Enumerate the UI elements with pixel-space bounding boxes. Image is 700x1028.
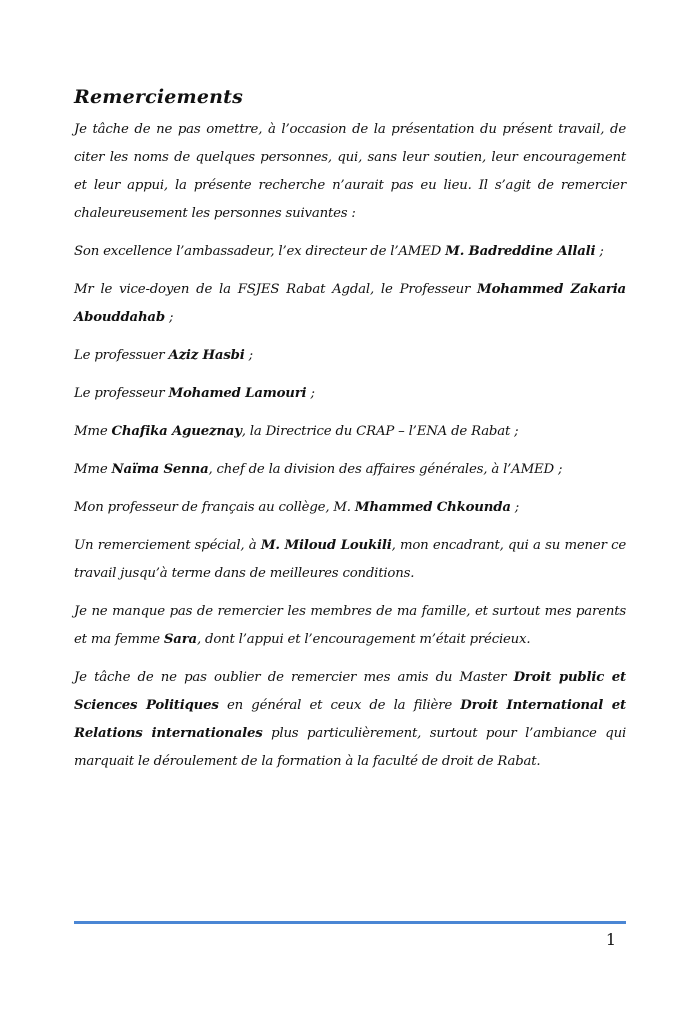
friends-paragraph: [74, 664, 626, 776]
intro-paragraph: Je tâche de ne pas omettre, à l’occasion de la présentation du présent travail, de citer les noms de quelques personnes, qui, sans leur soutien, leur encouragement et leur appui, la présente recherche n’aurait pas eu lieu. Il s’agit de remercier chaleureusement les personnes suivantes :: [74, 122, 626, 221]
paragraph-text: , mon encadrant, qui a su mener ce travail jusqu’à terme dans de meilleures conditions.: [74, 538, 627, 581]
document-body: [74, 86, 626, 786]
program-name: Droit International et Relations internationales: [74, 698, 626, 741]
person-name: Chafika Agueznay: [111, 424, 242, 439]
family-paragraph: [74, 598, 626, 654]
person-name: Aziz Hasbi: [168, 348, 245, 363]
item-text: , chef de la division des affaires générales, à l’AMED ;: [208, 462, 563, 477]
special-thanks-paragraph: [74, 532, 626, 588]
item-text: ;: [595, 244, 604, 259]
thanks-item-7: [74, 494, 626, 522]
thanks-item-2: [74, 276, 626, 332]
program-name: Droit public et Sciences Politiques: [74, 670, 627, 713]
paragraph-text: Je ne manque pas de remercier les membres de ma famille, et surtout mes parents et ma femme: [74, 604, 626, 647]
person-name: Sara: [163, 632, 197, 647]
item-text: ;: [510, 500, 520, 515]
item-text: , la Directrice du CRAP – l’ENA de Rabat ;: [241, 424, 519, 439]
paragraph-text: , dont l’appui et l’encouragement m’était précieux.: [196, 632, 531, 647]
item-text: Mr le vice-doyen de la FSJES Rabat Agdal, le Professeur: [74, 282, 478, 297]
page-number: 1: [605, 930, 616, 949]
item-text: Mme: [74, 462, 112, 477]
item-text: Le professeur: [74, 386, 169, 401]
item-text: ;: [164, 310, 174, 325]
thanks-item-6: [74, 456, 626, 484]
paragraph-text: en général et ceux de la filière: [218, 698, 461, 713]
person-name: Naïma Senna: [111, 462, 209, 477]
page-title: Remerciements: [74, 86, 244, 108]
paragraph-text: plus particulièrement, surtout pour l’ambiance qui marquait le déroulement de la formation à la faculté de droit de Rabat.: [74, 726, 626, 769]
item-text: Mon professeur de français au collège, M.: [74, 500, 355, 515]
person-name: Mohammed Zakaria Abouddahab: [74, 282, 626, 325]
item-text: ;: [244, 348, 253, 363]
person-name: M. Miloud Loukili: [260, 538, 392, 553]
item-text: Le professuer: [74, 348, 169, 363]
person-name: Mohamed Lamouri: [168, 386, 307, 401]
thanks-item-1: [74, 238, 626, 266]
item-text: Mme: [74, 424, 112, 439]
paragraph-text: Un remerciement spécial, à: [74, 538, 261, 553]
item-text: ;: [306, 386, 315, 401]
thanks-item-3: [74, 342, 626, 370]
item-text: Son excellence l’ambassadeur, l’ex directeur de l’AMED: [74, 244, 446, 259]
paragraph-text: Je tâche de ne pas oublier de remercier mes amis du Master: [74, 670, 514, 685]
thanks-item-4: [74, 380, 626, 408]
thanks-item-5: [74, 418, 626, 446]
footer-rule: [74, 921, 626, 924]
person-name: Mhammed Chkounda: [354, 500, 511, 515]
person-name: M. Badreddine Allali: [445, 244, 596, 259]
